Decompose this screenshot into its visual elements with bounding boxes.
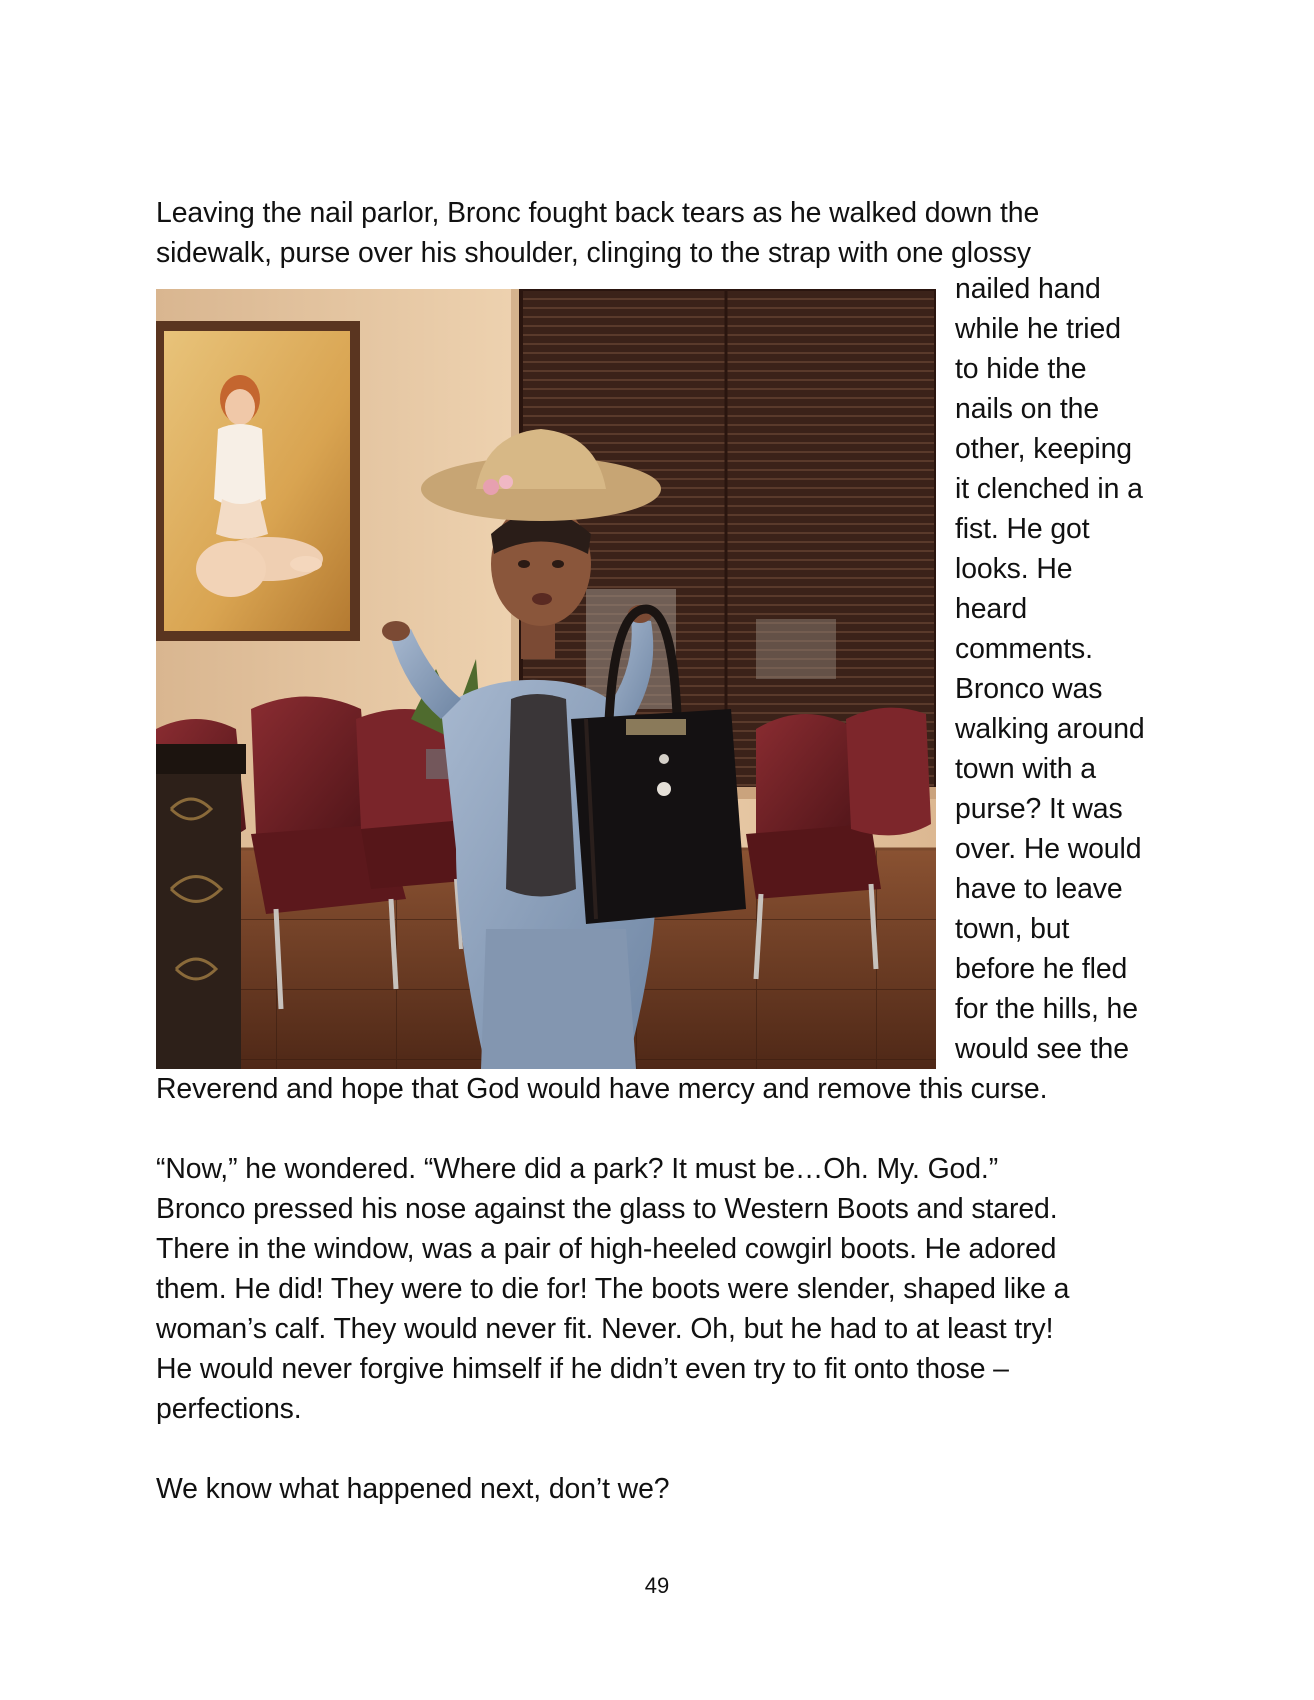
text-line: looks. He	[955, 553, 1073, 585]
text-line: Bronco pressed his nose against the glass to Western Boots and stared.	[156, 1193, 1058, 1225]
page-number: 49	[644, 1573, 670, 1598]
text-line: woman’s calf. They would never fit. Never. Oh, but he had to at least try!	[156, 1313, 1054, 1345]
text-line: town with a	[955, 753, 1096, 785]
text-line: There in the window, was a pair of high-heeled cowgirl boots. He adored	[156, 1233, 1057, 1265]
text-line: while he tried	[955, 313, 1121, 345]
text-line: other, keeping	[955, 433, 1132, 465]
closing-line: We know what happened next, don’t we?	[156, 1473, 670, 1505]
text-line: nails on the	[955, 393, 1100, 425]
text-line: for the hills, he	[955, 993, 1138, 1025]
text-line: to hide the	[955, 353, 1087, 385]
text-line: comments.	[955, 633, 1093, 665]
text-line: nailed hand	[955, 273, 1101, 305]
text-line: town, but	[955, 913, 1070, 945]
text-line: it clenched in a	[955, 473, 1143, 505]
text-line: sidewalk, purse over his shoulder, clinging to the strap with one glossy	[156, 237, 1031, 269]
story-illustration	[156, 289, 936, 1069]
text-line: have to leave	[955, 873, 1123, 905]
text-line: Reverend and hope that God would have mercy and remove this curse.	[156, 1073, 1048, 1105]
text-line: over. He would	[955, 833, 1142, 865]
text-line: He would never forgive himself if he didn’t even try to fit onto those –	[156, 1353, 1009, 1385]
text-line: before he fled	[955, 953, 1128, 985]
text-line: perfections.	[156, 1393, 302, 1425]
text-line: would see the	[955, 1033, 1129, 1065]
text-line: fist. He got	[955, 513, 1090, 545]
text-line: them. He did! They were to die for! The boots were slender, shaped like a	[156, 1273, 1070, 1305]
text-line: Leaving the nail parlor, Bronc fought back tears as he walked down the	[156, 197, 1040, 229]
text-line: purse? It was	[955, 793, 1123, 825]
text-line: walking around	[955, 713, 1145, 745]
text-line: heard	[955, 593, 1028, 625]
text-line: Bronco was	[955, 673, 1103, 705]
text-line: “Now,” he wondered. “Where did a park? It must be…Oh. My. God.”	[156, 1153, 999, 1185]
